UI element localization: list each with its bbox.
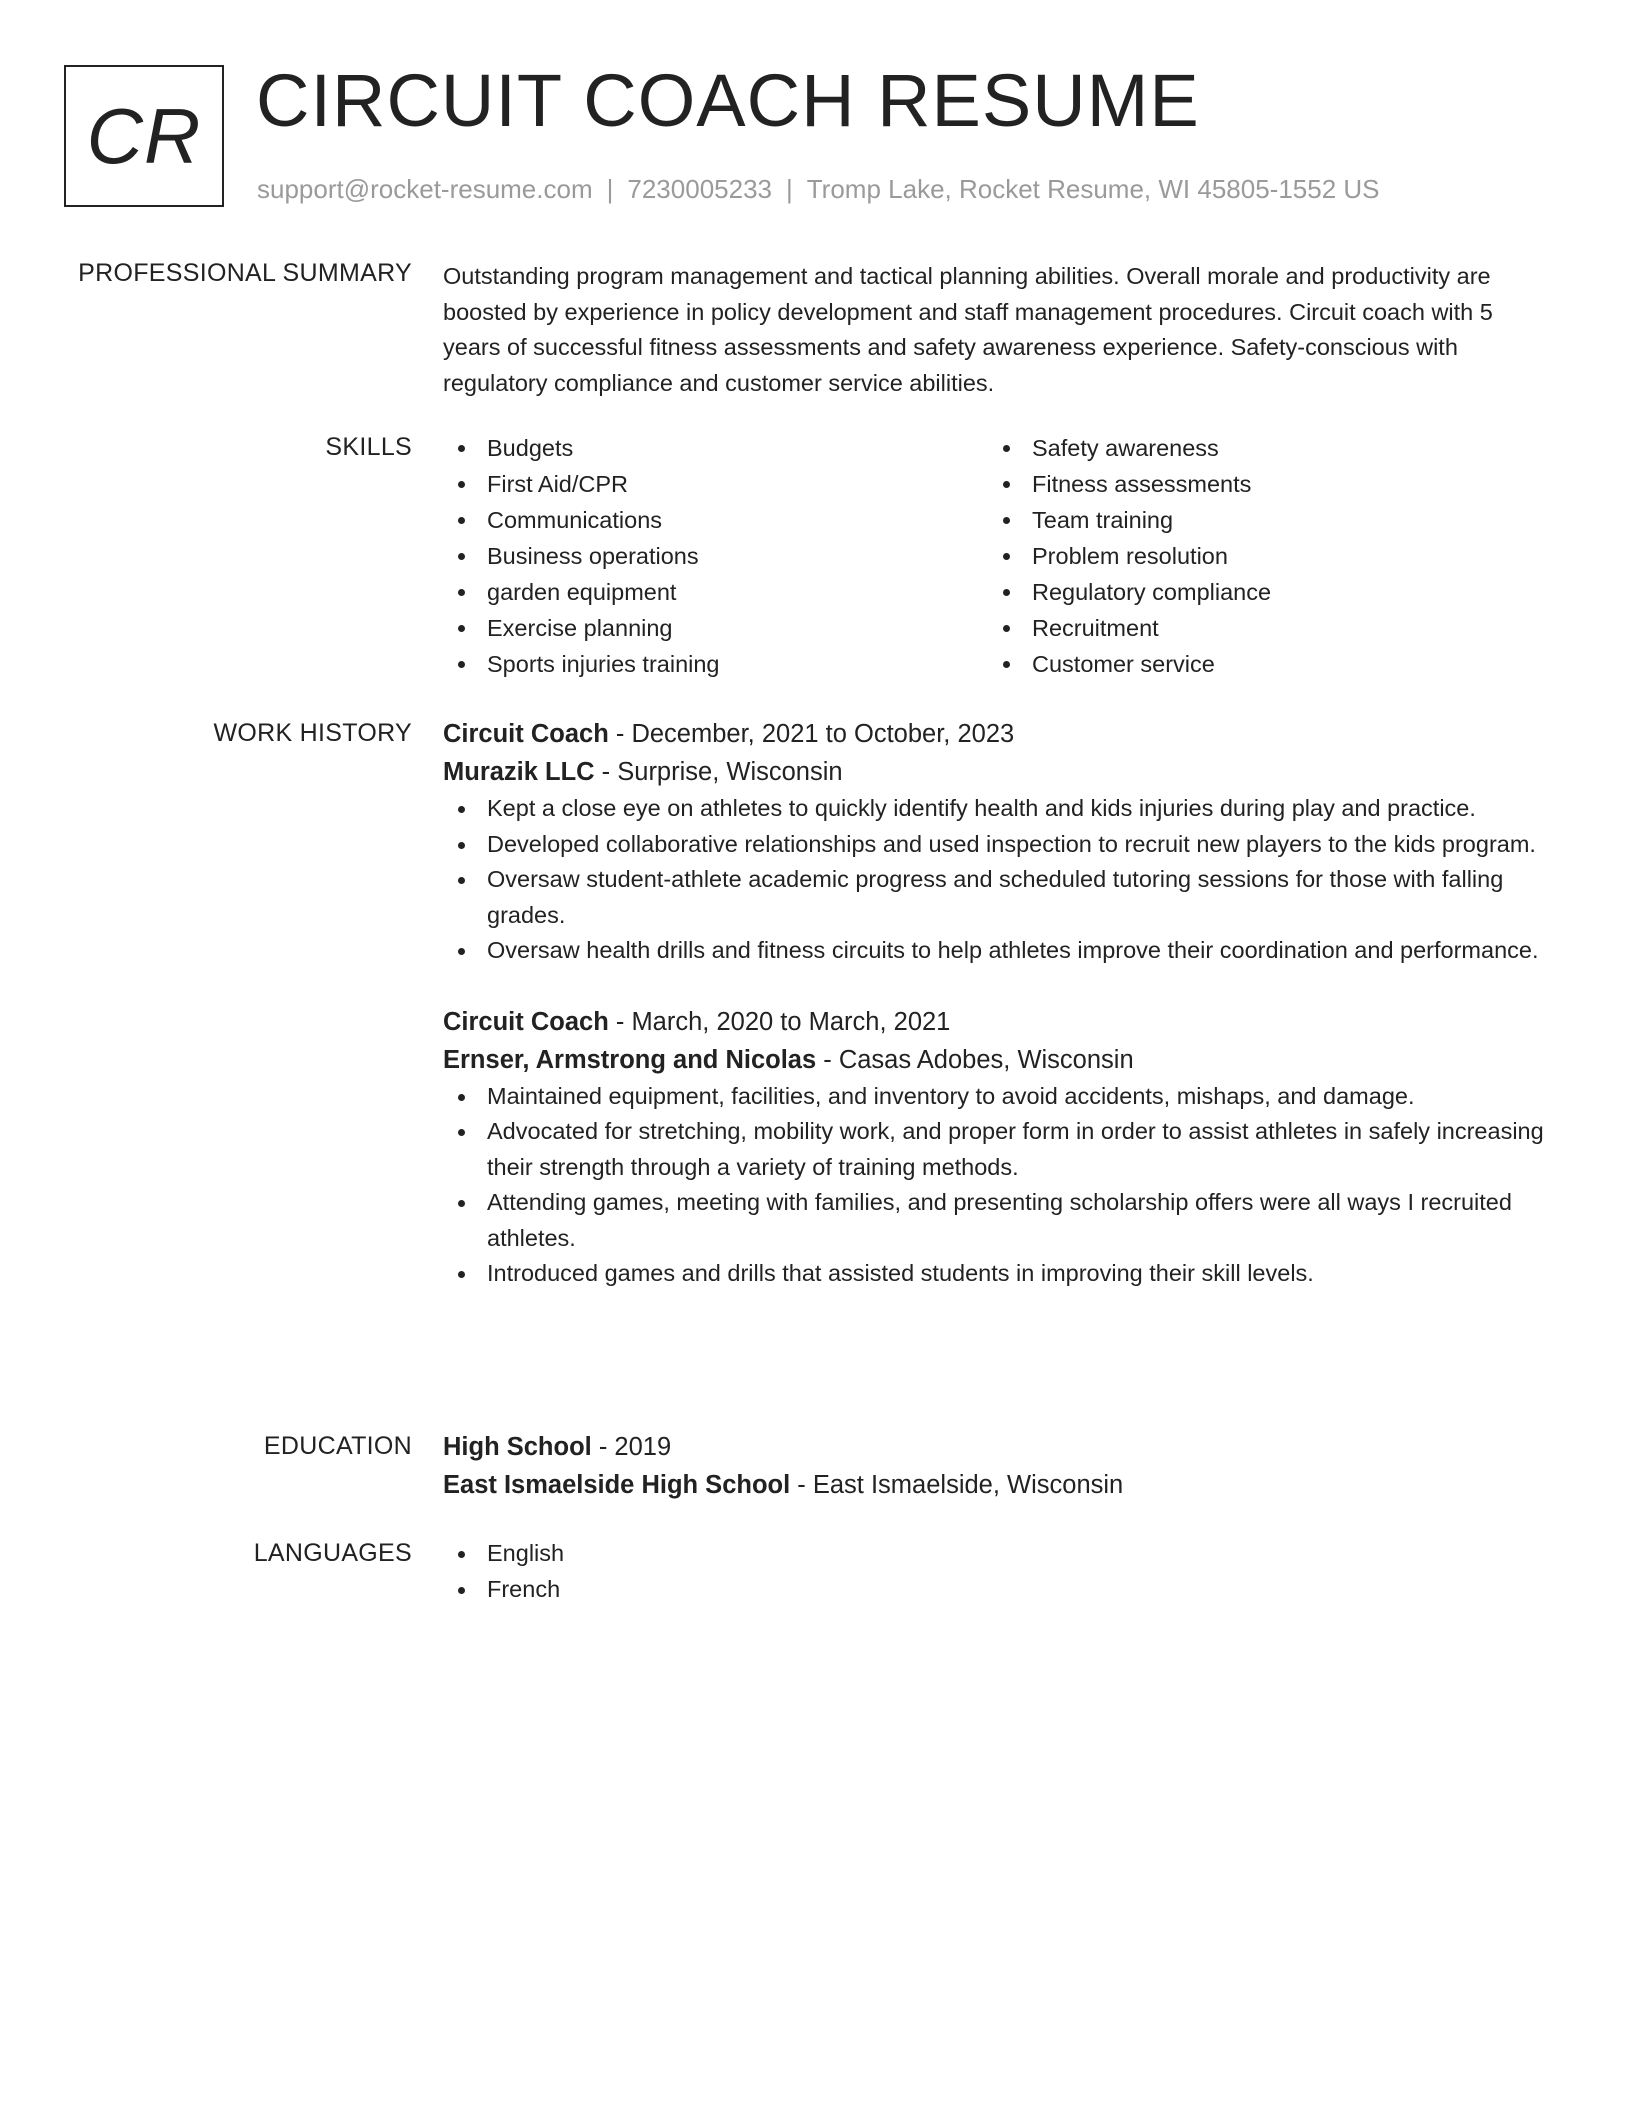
job-bullet: Oversaw student-athlete academic progress and scheduled tutoring sessions for those with falling grades. xyxy=(443,862,1555,933)
job-title-line xyxy=(443,1003,1555,1041)
job-entry xyxy=(443,1003,1555,1292)
job-title-line xyxy=(443,715,1555,753)
skills-grid xyxy=(443,430,1555,682)
skill-item: Budgets xyxy=(443,430,988,466)
job-bullet: Advocated for stretching, mobility work, and proper form in order to assist athletes in safely increasing their strength through a variety of training methods. xyxy=(443,1114,1555,1185)
skill-item: Fitness assessments xyxy=(988,466,1533,502)
section-label-work-history: WORK HISTORY xyxy=(213,719,412,747)
education-body xyxy=(443,1428,1555,1504)
section-label-education: EDUCATION xyxy=(263,1432,412,1460)
work-history-body xyxy=(443,715,1555,1292)
job-entry xyxy=(443,715,1555,969)
job-bullet: Attending games, meeting with families, and presenting scholarship offers were all ways I recruited athletes. xyxy=(443,1185,1555,1256)
job-company-line xyxy=(443,1041,1555,1079)
section-label-summary: PROFESSIONAL SUMMARY xyxy=(78,259,412,287)
skill-item: First Aid/CPR xyxy=(443,466,988,502)
summary-text: Outstanding program management and tactical planning abilities. Overall morale and productivity are boosted by experience in policy development and staff management procedures. Circuit coach with 5 years of successful fitness assessments and safety awareness experience. Safety-conscious with regulatory compliance and customer service abilities. xyxy=(443,263,1493,396)
skill-item: Team training xyxy=(988,502,1533,538)
job-bullet: Introduced games and drills that assisted students in improving their skill levels. xyxy=(443,1256,1555,1292)
job-company: Ernser, Armstrong and Nicolas xyxy=(443,1045,817,1074)
resume-title: CIRCUIT COACH RESUME xyxy=(256,59,1200,142)
job-company-line xyxy=(443,753,1555,791)
job-bullet: Maintained equipment, facilities, and inventory to avoid accidents, mishaps, and damage. xyxy=(443,1079,1555,1115)
job-location: - Casas Adobes, Wisconsin xyxy=(816,1045,1134,1074)
language-item: English xyxy=(443,1536,1555,1572)
skill-item: Sports injuries training xyxy=(443,646,988,682)
education-school-line xyxy=(443,1466,1555,1504)
contact-separator: | xyxy=(786,174,793,204)
job-bullets xyxy=(443,1079,1555,1292)
skill-item: Safety awareness xyxy=(988,430,1533,466)
skill-item: Recruitment xyxy=(988,610,1533,646)
education-degree: High School xyxy=(443,1433,592,1461)
skill-item: Exercise planning xyxy=(443,610,988,646)
skills-list-right xyxy=(988,430,1533,682)
contact-line xyxy=(257,172,1380,206)
languages-list xyxy=(443,1536,1555,1607)
contact-email: support@rocket-resume.com xyxy=(257,174,593,204)
education-location: - East Ismaelside, Wisconsin xyxy=(790,1471,1124,1499)
section-label-skills: SKILLS xyxy=(325,433,412,461)
job-bullets xyxy=(443,791,1555,969)
summary-body xyxy=(443,259,1555,401)
education-school: East Ismaelside High School xyxy=(443,1471,791,1499)
job-title: Circuit Coach xyxy=(443,1007,609,1036)
job-location: - Surprise, Wisconsin xyxy=(594,758,843,786)
job-bullet: Kept a close eye on athletes to quickly identify health and kids injuries during play and practice. xyxy=(443,791,1555,827)
job-company: Murazik LLC xyxy=(443,758,595,786)
job-dates: - December, 2021 to October, 2023 xyxy=(608,720,1015,748)
skill-item: Communications xyxy=(443,502,988,538)
languages-body xyxy=(443,1536,1555,1607)
section-label-languages: LANGUAGES xyxy=(253,1539,412,1567)
job-bullet: Developed collaborative relationships and used inspection to recruit new players to the kids program. xyxy=(443,827,1555,863)
education-year: - 2019 xyxy=(591,1433,672,1461)
skills-list-left xyxy=(443,430,988,682)
skills-body xyxy=(443,430,1555,682)
contact-separator: | xyxy=(606,174,614,204)
job-title: Circuit Coach xyxy=(443,720,609,748)
contact-address: Tromp Lake, Rocket Resume, WI 45805-1552 US xyxy=(806,174,1380,204)
job-bullet: Oversaw health drills and fitness circuits to help athletes improve their coordination and performance. xyxy=(443,933,1555,969)
job-dates: - March, 2020 to March, 2021 xyxy=(608,1007,951,1036)
education-degree-line xyxy=(443,1428,1555,1466)
skill-item: Problem resolution xyxy=(988,538,1533,574)
monogram-logo: CR xyxy=(64,65,224,207)
skill-item: garden equipment xyxy=(443,574,988,610)
skill-item: Business operations xyxy=(443,538,988,574)
skill-item: Regulatory compliance xyxy=(988,574,1533,610)
skill-item: Customer service xyxy=(988,646,1533,682)
language-item: French xyxy=(443,1572,1555,1608)
contact-phone: 7230005233 xyxy=(627,174,772,204)
